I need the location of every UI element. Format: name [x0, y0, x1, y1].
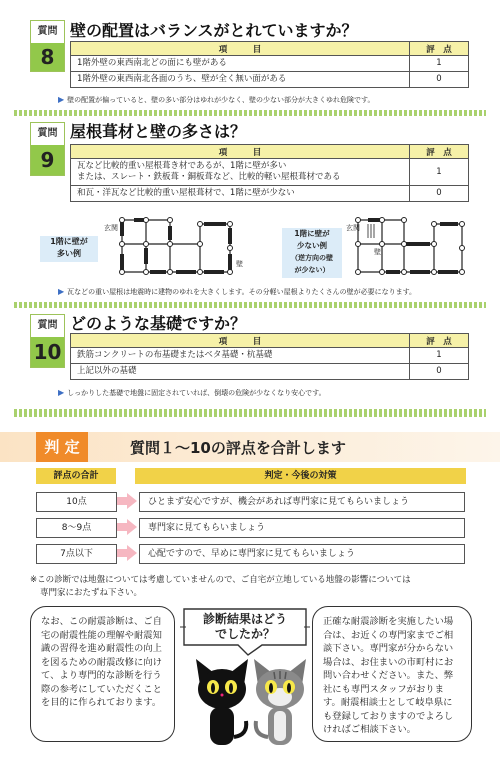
arrow-head-icon [127, 545, 137, 561]
right-speech-bubble: 正確な耐震診断を実施したい場合は、お近くの専門家までご相談下さい。専門家が分からない場合は、お住まいの市町村にお問い合わせください。また、弊社にも専門スタッフがおります。耐震相談士として岐阜県にも登録しておりますのでよろしければご相談下さい。 [312, 606, 472, 742]
question-10-table [70, 333, 469, 380]
triangle-bullet-icon: ▶ [58, 388, 65, 397]
arrow-head-icon [127, 519, 137, 535]
table-header-item: 項 目 [71, 334, 410, 348]
floor-plan-many-walls [100, 214, 260, 284]
arrow-head-icon [127, 493, 137, 509]
table-header-score: 評 点 [410, 334, 469, 348]
table-header-score: 評 点 [410, 42, 469, 56]
footnote: ※この診断では地盤については考慮していませんので、ご自宅が立地している地盤の影響については 専門家におたずね下さい。 [30, 575, 411, 598]
svg-text:壁: 壁 [236, 260, 243, 268]
row-score: 1 [410, 159, 469, 186]
judgement-tag: 判 定 [36, 432, 88, 462]
tabby-cat-icon [250, 655, 310, 755]
table-row [71, 56, 469, 72]
question-10-title: どのような基礎ですか？ [70, 314, 247, 333]
row-text: 1階外壁の東西南北各面のうち、壁が全く無い面がある [71, 72, 410, 88]
question-10-note: ▶ しっかりした基礎で地盤に固定されていれば、倒壊の危険が少なくなり安心です。 [58, 388, 326, 397]
row-score: 0 [410, 364, 469, 380]
black-cat-icon [192, 655, 252, 755]
center-callout: 診断結果はどう でしたか？ [202, 612, 287, 641]
question-8-note: ▶ 壁の配置が偏っていると、壁の多い部分はゆれが少なく、壁の少ない部分が大きくゆれ危険です。 [58, 95, 375, 104]
arrow-icon [117, 497, 127, 505]
score-total-header: 評点の合計 [36, 468, 116, 484]
table-header-item: 項 目 [71, 145, 410, 159]
question-label: 質問 [37, 26, 58, 37]
row-text: 和瓦・洋瓦など比較的重い屋根葺材で、1階に壁が少ない [71, 186, 410, 202]
score-cell: 7点以下 [36, 544, 117, 564]
arrow-icon [117, 523, 127, 531]
question-9-note: ▶ 瓦などの重い屋根は地震時に建物のゆれを大きくします。その分軽い屋根よりたくさんの壁が必要になります。 [58, 287, 417, 296]
row-score: 0 [410, 186, 469, 202]
arrow-icon [117, 549, 127, 557]
question-label: 質問 [37, 128, 58, 139]
row-score: 0 [410, 72, 469, 88]
row-text: 上記以外の基礎 [71, 364, 410, 380]
row-score: 1 [410, 56, 469, 72]
question-label: 質問 [37, 320, 58, 331]
question-8-table [70, 41, 469, 88]
table-row [71, 186, 469, 202]
divider [14, 302, 486, 308]
table-row [71, 159, 469, 186]
score-cell: 8～9点 [36, 518, 117, 538]
row-text: 鉄筋コンクリートの布基礎またはベタ基礎・杭基礎 [71, 348, 410, 364]
result-cell: 心配ですので、早めに専門家に見てもらいましょう [139, 544, 465, 564]
row-score: 1 [410, 348, 469, 364]
question-number: 9 [31, 145, 64, 175]
triangle-bullet-icon: ▶ [58, 287, 65, 296]
question-9-badge [30, 122, 65, 176]
result-cell: ひとまず安心ですが、機会があれば専門家に見てもらいましょう [139, 492, 465, 512]
svg-text:玄関: 玄関 [346, 224, 360, 232]
svg-text:玄関: 玄関 [104, 224, 118, 232]
result-header: 判定・今後の対策 [135, 468, 466, 484]
table-row [71, 348, 469, 364]
divider [14, 110, 486, 116]
left-speech-bubble: なお、この耐震診断は、ご自宅の耐震性能の理解や耐震知識の習得を進め耐震性の向上を図るための耐震改修に向けて、より専門的な診断を行う際の参考にしていただくことを目的に作られております。 [30, 606, 175, 742]
row-text: 瓦など比較的重い屋根葺き材であるが、1階に壁が多い または、スレート・鉄板葺・銅板葺など、比較的軽い屋根葺材である [71, 159, 410, 186]
question-number: 10 [31, 337, 64, 367]
score-cell: 10点 [36, 492, 117, 512]
few-walls-label: 1階に壁が 少ない例 （逆方向の壁 が少ない） [282, 228, 342, 278]
divider [14, 409, 486, 417]
table-header-item: 項 目 [71, 42, 410, 56]
row-text: 1階外壁の東西南北どの面にも壁がある [71, 56, 410, 72]
question-8-title: 壁の配置はバランスがとれていますか？ [70, 21, 358, 40]
question-8-badge [30, 20, 65, 72]
table-row [71, 364, 469, 380]
question-9-table [70, 144, 469, 202]
question-9-title: 屋根葺材と壁の多さは？ [70, 122, 247, 141]
floor-plan-few-walls [344, 214, 474, 284]
judgement-title: 質問１～10の評点を合計します [130, 439, 346, 457]
result-cell: 専門家に見てもらいましょう [139, 518, 465, 538]
svg-text:壁: 壁 [374, 248, 381, 256]
question-10-badge [30, 314, 65, 368]
table-header-score: 評 点 [410, 145, 469, 159]
many-walls-label: 1階に壁が 多い例 [40, 236, 98, 262]
table-row [71, 72, 469, 88]
triangle-bullet-icon: ▶ [58, 95, 65, 104]
question-number: 8 [31, 43, 64, 71]
